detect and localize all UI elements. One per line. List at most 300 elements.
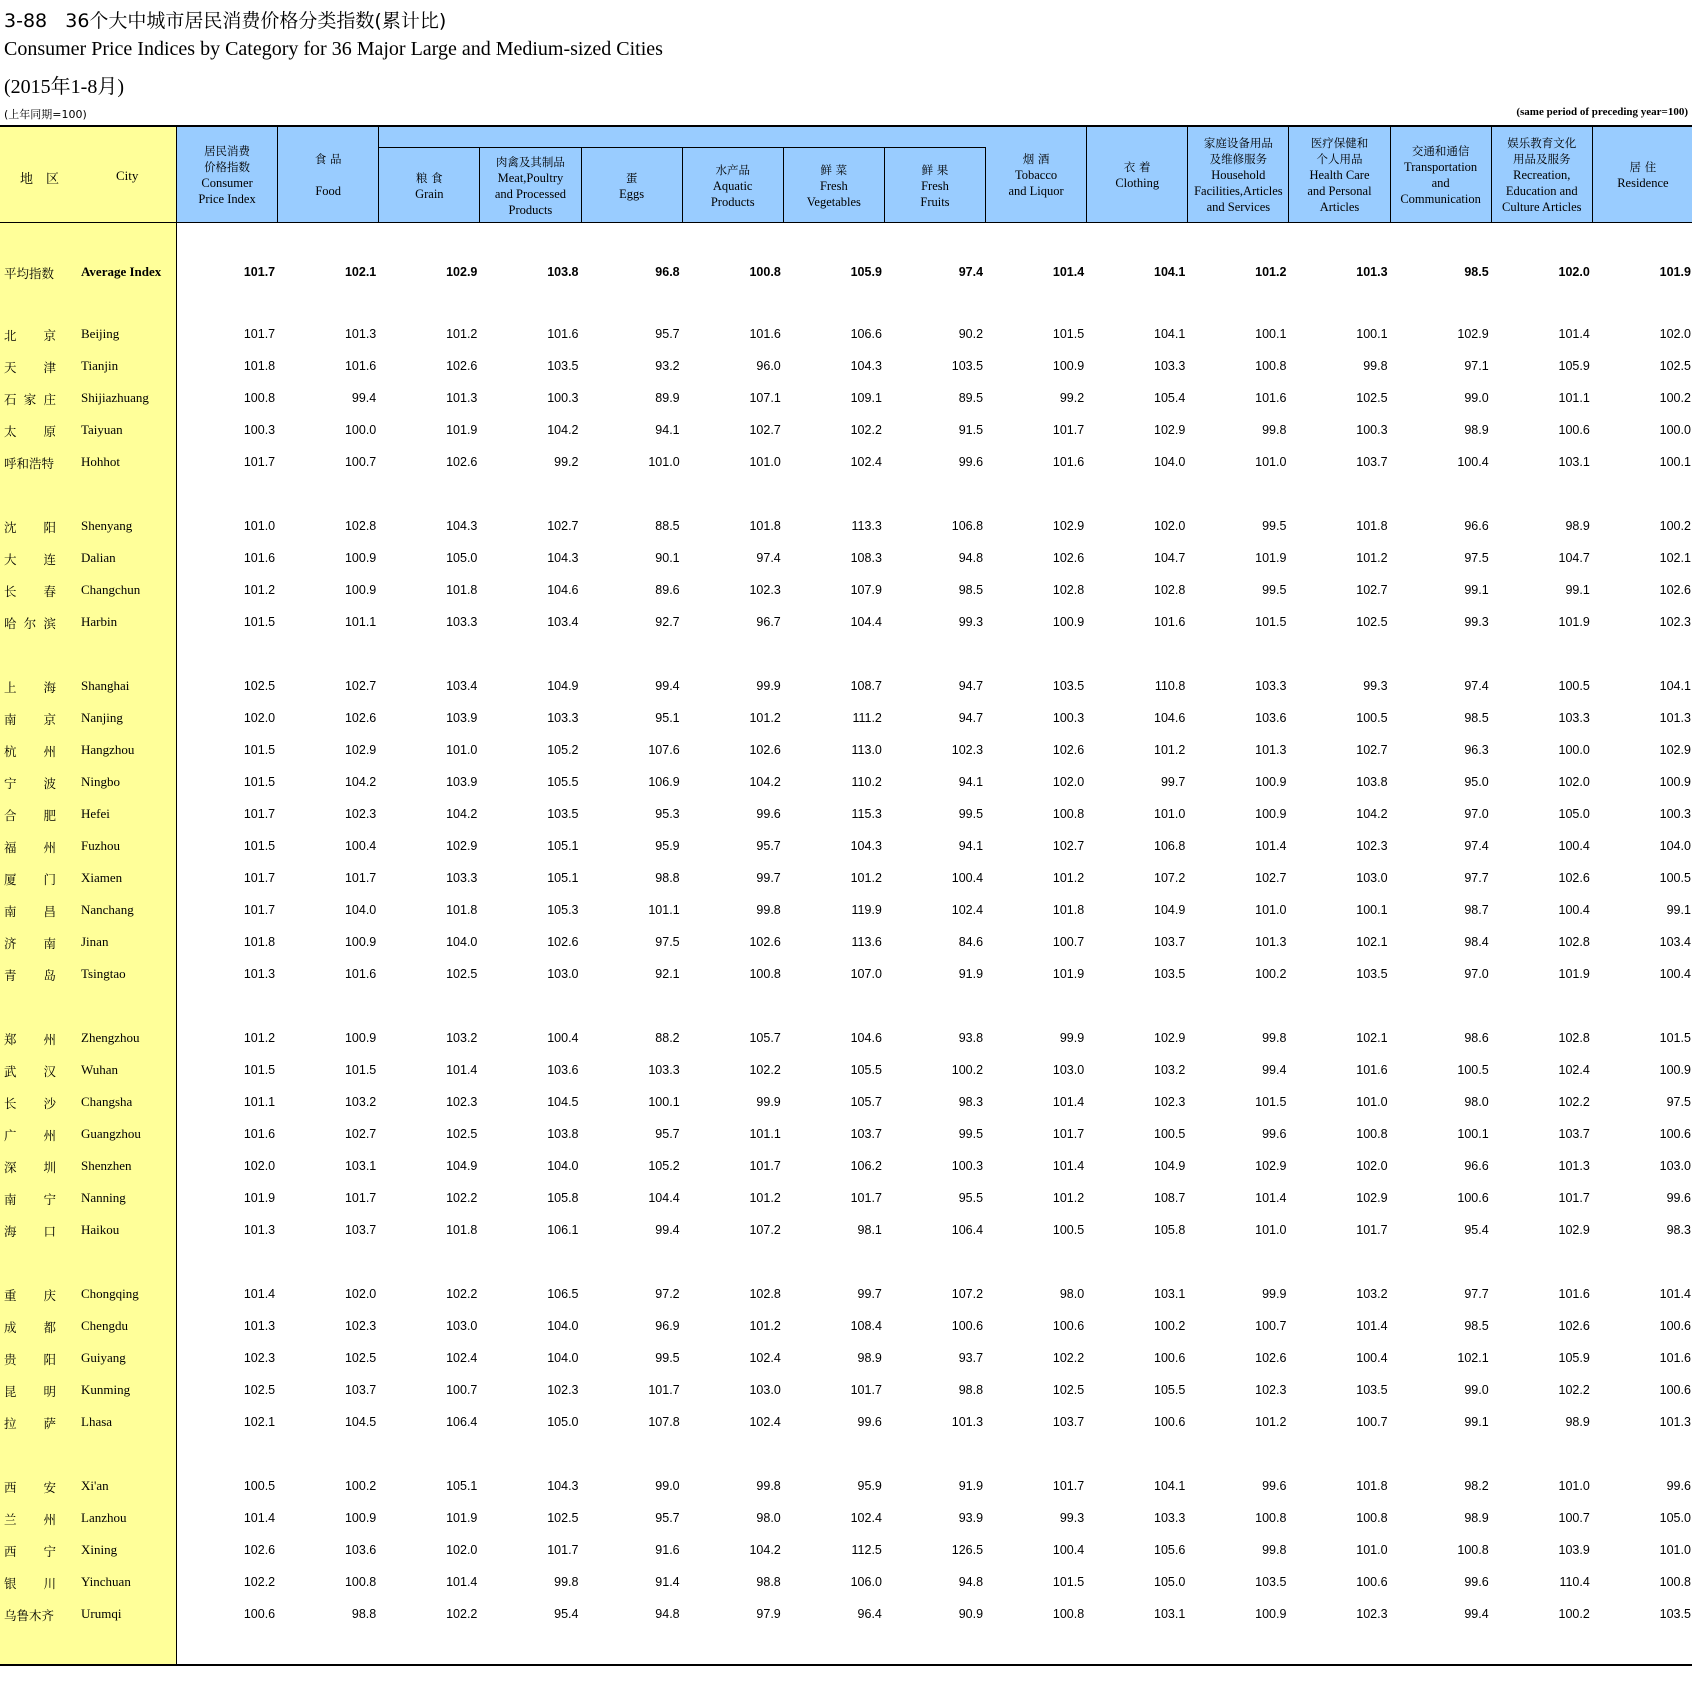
- index-value: 104.3: [547, 1479, 579, 1493]
- column-header: [1289, 127, 1390, 223]
- index-value: 113.3: [851, 519, 882, 533]
- column-header: [1188, 127, 1289, 223]
- column-header-en: Fresh Vegetables: [806, 178, 861, 209]
- index-value: 101.7: [1356, 1223, 1388, 1237]
- column-header: [683, 148, 784, 223]
- index-value: 96.3: [1464, 743, 1489, 757]
- index-value: 99.8: [554, 1575, 579, 1589]
- city-name-en: Lhasa: [81, 1414, 113, 1429]
- index-value: 102.6: [446, 359, 478, 373]
- index-value: 104.2: [344, 775, 377, 789]
- index-value: 99.6: [1464, 1575, 1489, 1589]
- index-value: 101.3: [951, 1415, 984, 1429]
- index-value: 107.0: [850, 967, 882, 981]
- index-value: 103.3: [1558, 711, 1590, 725]
- city-name-en: Guangzhou: [81, 1126, 141, 1141]
- table-row: [0, 900, 1692, 920]
- index-value: 104.3: [850, 359, 882, 373]
- index-value: 103.3: [1255, 679, 1287, 693]
- index-value: 102.4: [1558, 1063, 1590, 1077]
- index-value: 91.4: [655, 1575, 680, 1589]
- index-value: 102.7: [1356, 583, 1388, 597]
- region-name-cn: 西 宁: [4, 1544, 56, 1559]
- index-value: 104.0: [446, 935, 478, 949]
- index-value: 101.6: [547, 327, 579, 341]
- column-header: [480, 148, 581, 223]
- index-value: 104.0: [547, 1319, 579, 1333]
- region-name-cn: 乌鲁木齐: [4, 1608, 55, 1623]
- header-bottom-rule: [0, 222, 1692, 223]
- index-value: 107.1: [749, 391, 781, 405]
- index-value: 104.9: [446, 1159, 478, 1173]
- column-header: [1492, 127, 1593, 223]
- index-value: 101.8: [446, 583, 478, 597]
- index-value: 94.1: [655, 423, 680, 437]
- index-value: 102.3: [344, 1319, 377, 1333]
- city-name-en: Changsha: [81, 1094, 133, 1109]
- index-value: 101.2: [446, 327, 478, 341]
- index-value: 102.4: [446, 1351, 478, 1365]
- index-value: 106.8: [1154, 839, 1186, 853]
- index-value: 101.5: [344, 1063, 377, 1077]
- index-value: 101.6: [1255, 391, 1287, 405]
- index-value: 101.3: [243, 967, 276, 981]
- index-value: 99.3: [958, 615, 984, 629]
- index-value: 100.2: [951, 1063, 984, 1077]
- index-value: 102.6: [446, 455, 478, 469]
- index-value: 101.4: [243, 1287, 276, 1301]
- index-value: 99.6: [1262, 1127, 1287, 1141]
- index-value: 106.8: [951, 519, 984, 533]
- index-value: 95.4: [1464, 1223, 1489, 1237]
- index-value: 101.7: [243, 327, 276, 341]
- index-value: 100.9: [1052, 359, 1085, 373]
- index-value: 90.2: [958, 327, 984, 341]
- index-value: 105.3: [547, 903, 579, 917]
- city-name-en: Jinan: [81, 934, 109, 949]
- table-row: [0, 932, 1692, 952]
- index-value: 101.3: [1356, 265, 1388, 279]
- index-value: 98.6: [1464, 1031, 1489, 1045]
- index-value: 88.2: [655, 1031, 680, 1045]
- index-value: 94.8: [655, 1607, 680, 1621]
- index-value: 99.1: [1565, 583, 1590, 597]
- index-value: 115.3: [851, 807, 882, 821]
- region-name-cn: 重 庆: [4, 1288, 56, 1303]
- index-value: 90.1: [655, 551, 680, 565]
- index-value: 101.3: [446, 391, 478, 405]
- index-value: 103.3: [648, 1063, 680, 1077]
- region-name-cn: 长 春: [4, 584, 56, 599]
- index-value: 101.0: [1255, 903, 1287, 917]
- index-value: 103.7: [850, 1127, 882, 1141]
- region-name-cn: 南 宁: [4, 1192, 56, 1207]
- index-value: 101.4: [1558, 327, 1590, 341]
- index-value: 100.1: [1255, 327, 1287, 341]
- base-note-cn: (上年同期=100): [4, 108, 87, 121]
- city-name-en: Lanzhou: [81, 1510, 127, 1525]
- index-value: 105.2: [648, 1159, 680, 1173]
- index-value: 102.3: [951, 743, 984, 757]
- index-value: 100.0: [1659, 423, 1691, 437]
- index-value: 93.7: [958, 1351, 984, 1365]
- city-name-en: Shijiazhuang: [81, 390, 149, 405]
- index-value: 101.1: [1558, 391, 1590, 405]
- index-value: 88.5: [655, 519, 680, 533]
- index-value: 102.7: [547, 519, 579, 533]
- index-value: 103.6: [547, 1063, 579, 1077]
- index-value: 101.0: [446, 743, 478, 757]
- index-value: 110.4: [1559, 1575, 1590, 1589]
- index-value: 101.9: [446, 423, 478, 437]
- column-header-en: Tobacco and Liquor: [1008, 168, 1064, 198]
- index-value: 89.5: [958, 391, 984, 405]
- index-value: 101.2: [1255, 265, 1287, 279]
- index-value: 104.0: [1659, 839, 1691, 853]
- index-value: 101.3: [1255, 743, 1287, 757]
- index-value: 96.6: [1464, 519, 1489, 533]
- index-value: 98.8: [958, 1383, 984, 1397]
- index-value: 103.3: [1154, 1511, 1186, 1525]
- column-header: [582, 148, 683, 223]
- index-value: 102.9: [1659, 743, 1691, 757]
- index-value: 101.0: [243, 519, 276, 533]
- index-value: 100.0: [1558, 743, 1590, 757]
- index-value: 104.7: [1558, 551, 1590, 565]
- index-value: 104.4: [850, 615, 882, 629]
- index-value: 108.7: [850, 679, 882, 693]
- region-name-cn: 贵 阳: [4, 1352, 56, 1367]
- index-value: 103.2: [1154, 1063, 1186, 1077]
- index-value: 102.4: [749, 1351, 781, 1365]
- index-value: 100.5: [1052, 1223, 1085, 1237]
- region-name-cn: 南 京: [4, 712, 56, 727]
- table-row: [0, 1604, 1692, 1624]
- table-row: [0, 420, 1692, 440]
- index-value: 99.8: [1363, 359, 1388, 373]
- index-value: 94.8: [958, 551, 984, 565]
- index-value: 98.9: [857, 1351, 882, 1365]
- index-value: 101.8: [1356, 519, 1388, 533]
- index-value: 95.7: [756, 839, 781, 853]
- index-value: 99.9: [1059, 1031, 1085, 1045]
- index-value: 103.1: [1154, 1607, 1186, 1621]
- table-row: [0, 964, 1692, 984]
- region-name-cn: 哈 尔 滨: [4, 616, 56, 631]
- index-value: 92.7: [655, 615, 680, 629]
- column-header-cn: 水产品: [715, 162, 750, 177]
- table-row: [0, 1284, 1692, 1304]
- city-name-en: Kunming: [81, 1382, 131, 1397]
- index-value: 104.3: [547, 551, 579, 565]
- index-value: 100.6: [1356, 1575, 1388, 1589]
- index-value: 100.2: [1154, 1319, 1186, 1333]
- index-value: 102.9: [1154, 423, 1186, 437]
- index-value: 102.3: [1356, 1607, 1388, 1621]
- region-name-cn: 广 州: [4, 1128, 56, 1143]
- index-value: 97.7: [1464, 1287, 1489, 1301]
- index-value: 103.0: [547, 967, 579, 981]
- column-header-en: Household Facilities,Articles and Services: [1194, 168, 1283, 214]
- index-value: 101.2: [749, 1191, 781, 1205]
- table-row: [0, 612, 1692, 632]
- index-value: 101.5: [1255, 1095, 1287, 1109]
- index-value: 103.0: [1356, 871, 1388, 885]
- index-value: 102.7: [1052, 839, 1085, 853]
- column-header: [379, 148, 480, 223]
- region-name-cn: 昆 明: [4, 1384, 56, 1399]
- index-value: 100.8: [243, 391, 276, 405]
- index-value: 99.5: [655, 1351, 680, 1365]
- index-value: 102.3: [243, 1351, 276, 1365]
- index-value: 102.9: [446, 839, 478, 853]
- index-value: 90.9: [958, 1607, 984, 1621]
- index-value: 99.6: [1666, 1479, 1691, 1493]
- index-value: 102.3: [1356, 839, 1388, 853]
- index-value: 103.7: [1052, 1415, 1085, 1429]
- index-value: 102.0: [1154, 519, 1186, 533]
- index-value: 102.3: [1659, 615, 1691, 629]
- index-value: 100.9: [1659, 1063, 1691, 1077]
- column-header: [278, 127, 379, 223]
- index-value: 103.5: [1052, 679, 1085, 693]
- index-value: 100.7: [1052, 935, 1085, 949]
- index-value: 101.5: [243, 839, 276, 853]
- index-value: 103.5: [547, 807, 579, 821]
- region-name-cn: 拉 萨: [4, 1416, 56, 1431]
- table-row: [0, 1124, 1692, 1144]
- index-value: 108.3: [850, 551, 882, 565]
- table-row: [0, 580, 1692, 600]
- index-value: 103.9: [1558, 1543, 1590, 1557]
- column-header-cn: 鲜 果: [921, 162, 949, 177]
- index-value: 98.3: [958, 1095, 984, 1109]
- index-value: 103.9: [446, 775, 478, 789]
- index-value: 103.7: [1154, 935, 1186, 949]
- index-value: 102.5: [547, 1511, 579, 1525]
- index-value: 105.7: [850, 1095, 882, 1109]
- index-value: 102.3: [1154, 1095, 1186, 1109]
- index-value: 101.2: [850, 871, 882, 885]
- index-value: 102.3: [749, 583, 781, 597]
- page-title-cn: [4, 6, 446, 33]
- index-value: 102.2: [446, 1607, 478, 1621]
- index-value: 101.7: [648, 1383, 680, 1397]
- index-value: 103.6: [1255, 711, 1287, 725]
- table-row: [0, 676, 1692, 696]
- index-value: 100.7: [344, 455, 377, 469]
- index-value: 100.5: [1659, 871, 1691, 885]
- index-value: 111.2: [852, 711, 882, 725]
- index-value: 95.0: [1464, 775, 1489, 789]
- index-value: 102.2: [446, 1287, 478, 1301]
- table-row: [0, 1156, 1692, 1176]
- index-value: 105.5: [547, 775, 579, 789]
- index-value: 103.5: [547, 359, 579, 373]
- region-name-cn: 大 连: [4, 552, 56, 567]
- index-value: 100.8: [1255, 1511, 1287, 1525]
- column-header-cn: 家庭设备用品 及维修服务: [1203, 136, 1273, 166]
- index-value: 98.7: [1464, 903, 1489, 917]
- index-value: 101.7: [1052, 1127, 1085, 1141]
- table-row: [0, 836, 1692, 856]
- index-value: 94.1: [958, 839, 984, 853]
- region-name-cn: 平均指数: [4, 266, 55, 281]
- index-value: 102.2: [446, 1191, 478, 1205]
- index-value: 96.8: [655, 265, 680, 279]
- index-value: 101.7: [547, 1543, 579, 1557]
- index-value: 102.5: [344, 1351, 377, 1365]
- index-value: 102.6: [1052, 551, 1085, 565]
- index-value: 104.1: [1659, 679, 1691, 693]
- index-value: 102.0: [243, 711, 276, 725]
- index-value: 102.6: [1659, 583, 1691, 597]
- index-value: 99.1: [1464, 583, 1489, 597]
- city-name-en: Ningbo: [81, 774, 120, 789]
- index-value: 113.0: [851, 743, 882, 757]
- region-name-cn: 北 京: [4, 328, 56, 343]
- index-value: 101.3: [1659, 711, 1691, 725]
- index-value: 100.7: [1356, 1415, 1388, 1429]
- index-value: 102.1: [1457, 1351, 1489, 1365]
- city-name-en: Yinchuan: [81, 1574, 131, 1589]
- index-value: 100.5: [1558, 679, 1590, 693]
- index-value: 104.0: [1154, 455, 1186, 469]
- index-value: 95.7: [655, 1127, 680, 1141]
- index-value: 102.1: [344, 265, 377, 279]
- index-value: 100.9: [1255, 807, 1287, 821]
- index-value: 101.1: [344, 615, 377, 629]
- index-value: 102.2: [749, 1063, 781, 1077]
- index-value: 101.0: [1356, 1543, 1388, 1557]
- index-value: 102.5: [1356, 391, 1388, 405]
- city-name-en: Nanning: [81, 1190, 126, 1205]
- index-value: 102.9: [1558, 1223, 1590, 1237]
- index-value: 102.9: [1255, 1159, 1287, 1173]
- index-value: 99.9: [1262, 1287, 1287, 1301]
- city-name-en: Shanghai: [81, 678, 130, 693]
- bottom-rule: [0, 1664, 1692, 1666]
- index-value: 104.2: [749, 775, 781, 789]
- city-name-en: Zhengzhou: [81, 1030, 140, 1045]
- index-value: 101.4: [1052, 265, 1085, 279]
- index-value: 104.3: [446, 519, 478, 533]
- index-value: 107.2: [1154, 871, 1186, 885]
- index-value: 97.4: [756, 551, 781, 565]
- table-row: [0, 868, 1692, 888]
- city-name-en: Urumqi: [81, 1606, 122, 1621]
- index-value: 100.9: [1255, 775, 1287, 789]
- index-value: 96.4: [857, 1607, 882, 1621]
- index-value: 95.3: [655, 807, 680, 821]
- index-value: 100.4: [1558, 903, 1590, 917]
- city-name-en: Nanjing: [81, 710, 123, 725]
- index-value: 100.8: [1457, 1543, 1489, 1557]
- region-name-cn: 杭 州: [4, 744, 56, 759]
- index-value: 100.4: [547, 1031, 579, 1045]
- index-value: 101.0: [1558, 1479, 1590, 1493]
- index-value: 100.9: [1255, 1607, 1287, 1621]
- index-value: 106.6: [850, 327, 882, 341]
- index-value: 102.1: [1356, 1031, 1388, 1045]
- index-value: 101.8: [446, 903, 478, 917]
- index-value: 99.8: [756, 903, 781, 917]
- city-name-en: Tianjin: [81, 358, 119, 373]
- index-value: 100.3: [951, 1159, 984, 1173]
- region-name-cn: 兰 州: [4, 1512, 56, 1527]
- index-value: 102.0: [344, 1287, 377, 1301]
- column-header-cn: 肉禽及其制品: [495, 154, 565, 169]
- title-cn: 36个大中城市居民消费价格分类指数(累计比): [65, 10, 447, 32]
- index-value: 104.6: [547, 583, 579, 597]
- index-value: 100.3: [243, 423, 276, 437]
- column-header: [177, 127, 278, 223]
- index-value: 107.8: [648, 1415, 680, 1429]
- index-value: 100.6: [1659, 1319, 1691, 1333]
- column-header-cn: 粮 食: [415, 170, 443, 185]
- index-value: 94.7: [958, 679, 984, 693]
- index-value: 101.9: [1558, 967, 1590, 981]
- index-value: 105.0: [1659, 1511, 1691, 1525]
- base-note-en: (same period of preceding year=100): [1516, 106, 1688, 118]
- index-value: 102.1: [1356, 935, 1388, 949]
- index-value: 103.9: [446, 711, 478, 725]
- index-value: 91.5: [958, 423, 984, 437]
- index-value: 100.6: [1659, 1127, 1691, 1141]
- region-name-cn: 石 家 庄: [4, 392, 56, 407]
- index-value: 101.0: [1154, 807, 1186, 821]
- index-value: 84.6: [958, 935, 984, 949]
- index-value: 99.3: [1464, 615, 1489, 629]
- index-value: 99.2: [1059, 391, 1085, 405]
- index-value: 104.2: [1356, 807, 1388, 821]
- index-value: 92.1: [655, 967, 680, 981]
- index-value: 94.8: [958, 1575, 984, 1589]
- index-value: 105.5: [1154, 1383, 1186, 1397]
- index-value: 100.2: [1558, 1607, 1590, 1621]
- index-value: 102.0: [1558, 265, 1590, 279]
- index-value: 105.9: [850, 265, 882, 279]
- index-value: 106.2: [850, 1159, 882, 1173]
- index-value: 101.8: [243, 935, 276, 949]
- index-value: 94.1: [958, 775, 984, 789]
- index-value: 103.1: [1558, 455, 1590, 469]
- index-value: 105.8: [1154, 1223, 1186, 1237]
- index-value: 103.5: [1356, 1383, 1388, 1397]
- column-header-en: Health Care and Personal Articles: [1307, 168, 1372, 214]
- index-value: 97.4: [1464, 679, 1489, 693]
- index-value: 99.9: [756, 679, 781, 693]
- index-value: 100.5: [1154, 1127, 1186, 1141]
- index-value: 102.8: [1154, 583, 1186, 597]
- index-value: 99.6: [958, 455, 984, 469]
- column-header: [885, 148, 986, 223]
- index-value: 91.9: [958, 1479, 984, 1493]
- index-value: 104.3: [850, 839, 882, 853]
- index-value: 101.3: [1558, 1159, 1590, 1173]
- index-value: 100.6: [1457, 1191, 1489, 1205]
- index-value: 100.2: [1659, 519, 1691, 533]
- index-value: 99.9: [756, 1095, 781, 1109]
- index-value: 100.4: [1052, 1543, 1085, 1557]
- index-value: 101.5: [243, 615, 276, 629]
- index-value: 101.9: [1659, 265, 1691, 279]
- index-value: 98.8: [351, 1607, 377, 1621]
- column-header-en: Clothing: [1115, 176, 1160, 190]
- index-value: 103.1: [344, 1159, 377, 1173]
- index-value: 99.1: [1666, 903, 1691, 917]
- index-value: 101.6: [1052, 455, 1085, 469]
